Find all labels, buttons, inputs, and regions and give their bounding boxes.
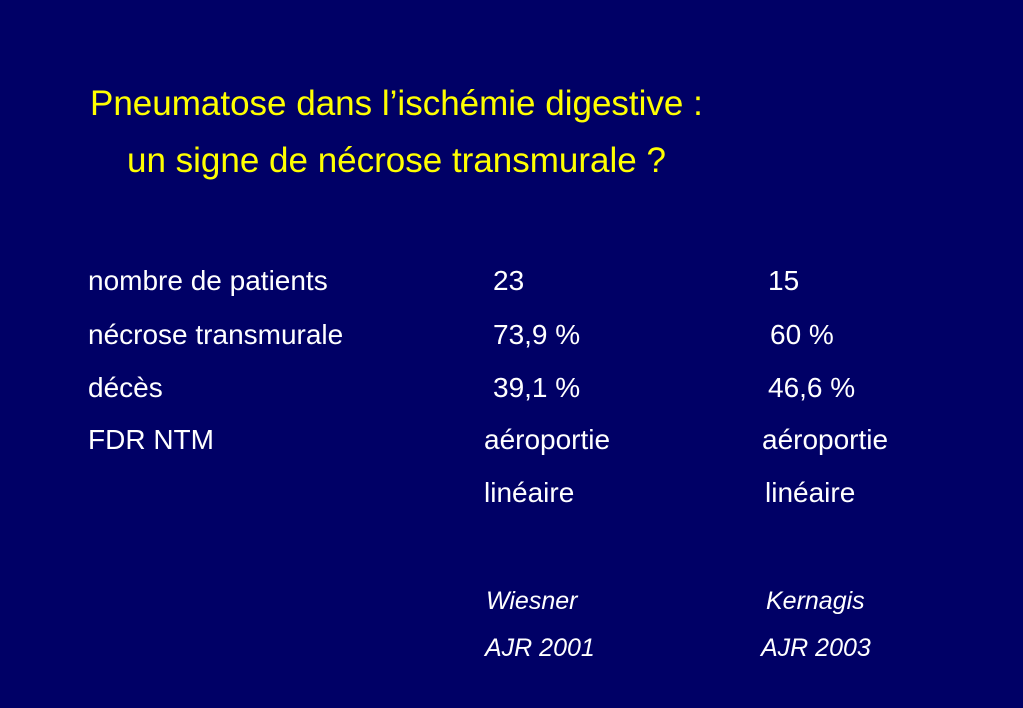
slide-title-line-1: Pneumatose dans l’ischémie digestive : bbox=[90, 84, 703, 123]
row-label-patients: nombre de patients bbox=[88, 265, 328, 296]
row-col2-patients: 15 bbox=[768, 265, 800, 296]
row-col2-necrose: 60 % bbox=[770, 319, 834, 350]
row-col1-lineaire: linéaire bbox=[484, 477, 575, 508]
reference-author-2: Kernagis bbox=[766, 587, 865, 615]
reference-journal-1: AJR 2001 bbox=[485, 634, 595, 662]
row-label-fdr: FDR NTM bbox=[88, 424, 214, 455]
row-col1-patients: 23 bbox=[493, 265, 525, 296]
row-col1-fdr: aéroportie bbox=[484, 424, 611, 455]
row-col1-necrose: 73,9 % bbox=[493, 319, 581, 350]
slide-title-line-2: un signe de nécrose transmurale ? bbox=[127, 141, 666, 180]
reference-author-1: Wiesner bbox=[486, 587, 578, 615]
row-label-deces: décès bbox=[88, 372, 163, 403]
row-label-necrose: nécrose transmurale bbox=[88, 319, 344, 350]
row-col2-deces: 46,6 % bbox=[768, 372, 856, 403]
row-col2-fdr: aéroportie bbox=[762, 424, 889, 455]
row-col1-deces: 39,1 % bbox=[493, 372, 581, 403]
reference-journal-2: AJR 2003 bbox=[761, 634, 871, 662]
row-col2-lineaire: linéaire bbox=[765, 477, 856, 508]
